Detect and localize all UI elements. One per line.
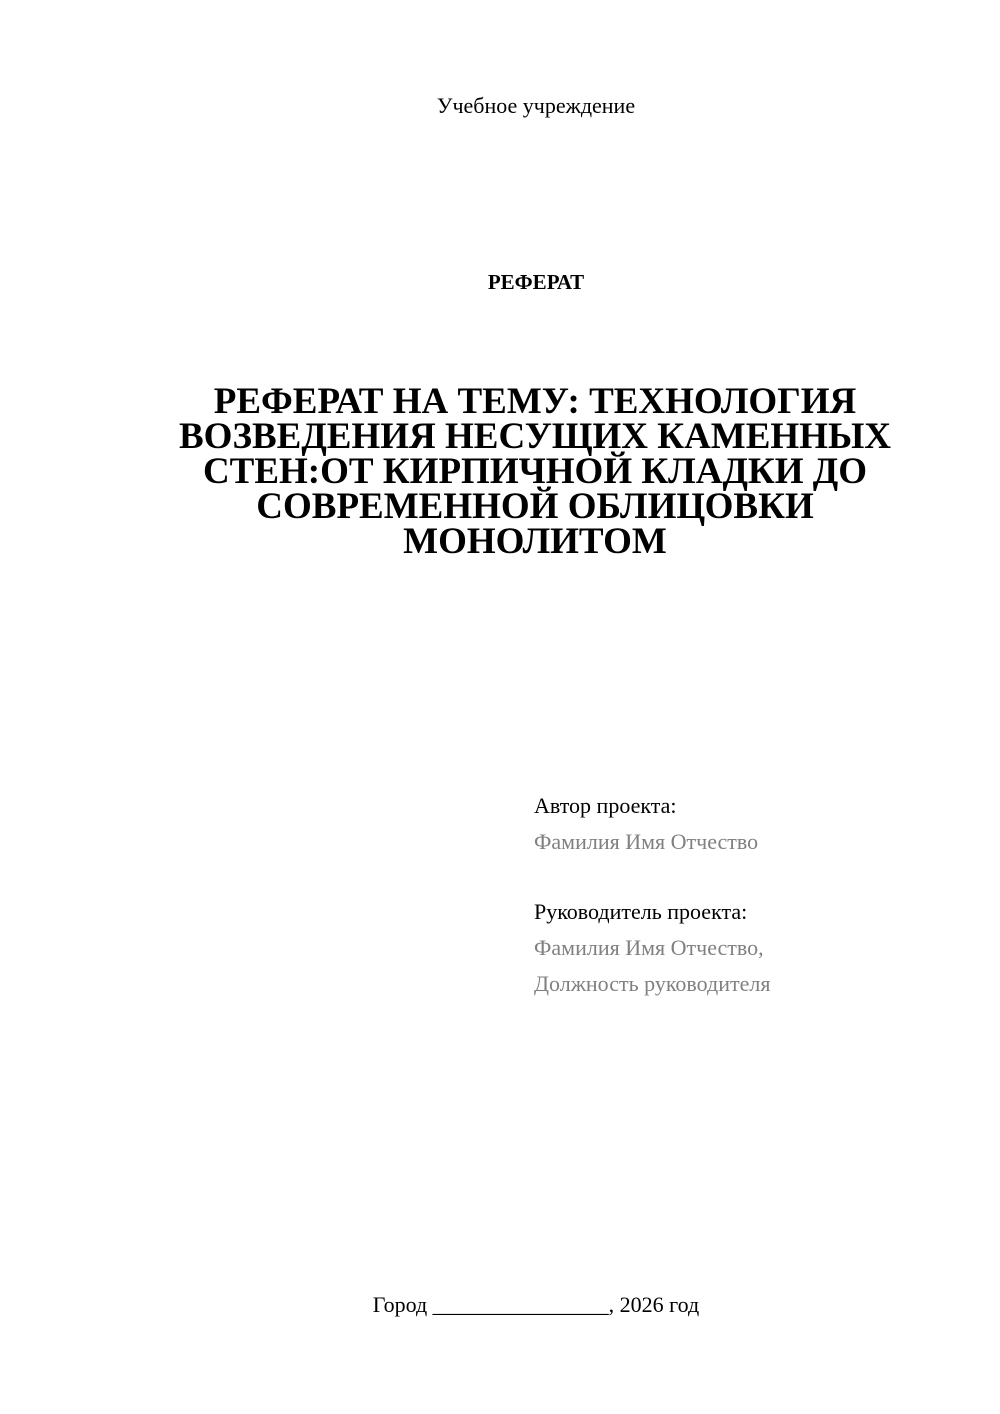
author-label: Автор проекта: [534, 793, 677, 818]
title-line: МОНОЛИТОМ [403, 521, 667, 562]
title-line: СТЕН:ОТ КИРПИЧНОЙ КЛАДКИ ДО [202, 451, 868, 492]
institution-name: Учебное учреждение [436, 93, 636, 118]
author-name: Фамилия Имя Отчество [534, 829, 759, 854]
supervisor-block [534, 894, 974, 1002]
title-line: РЕФЕРАТ НА ТЕМУ: ТЕХНОЛОГИЯ [213, 381, 857, 422]
supervisor-label: Руководитель проекта: [534, 899, 748, 924]
supervisor-name: Фамилия Имя Отчество, [534, 935, 764, 960]
document-type: РЕФЕРАТ [487, 270, 585, 294]
supervisor-position: Должность руководителя [534, 971, 771, 996]
document-title [150, 381, 920, 562]
title-line: ВОЗВЕДЕНИЯ НЕСУЩИХ КАМЕННЫХ [179, 416, 891, 457]
author-block [534, 788, 974, 860]
city-year: Город ________________, 2026 год [372, 1292, 700, 1317]
title-line: СОВРЕМЕННОЙ ОБЛИЦОВКИ [256, 486, 814, 527]
